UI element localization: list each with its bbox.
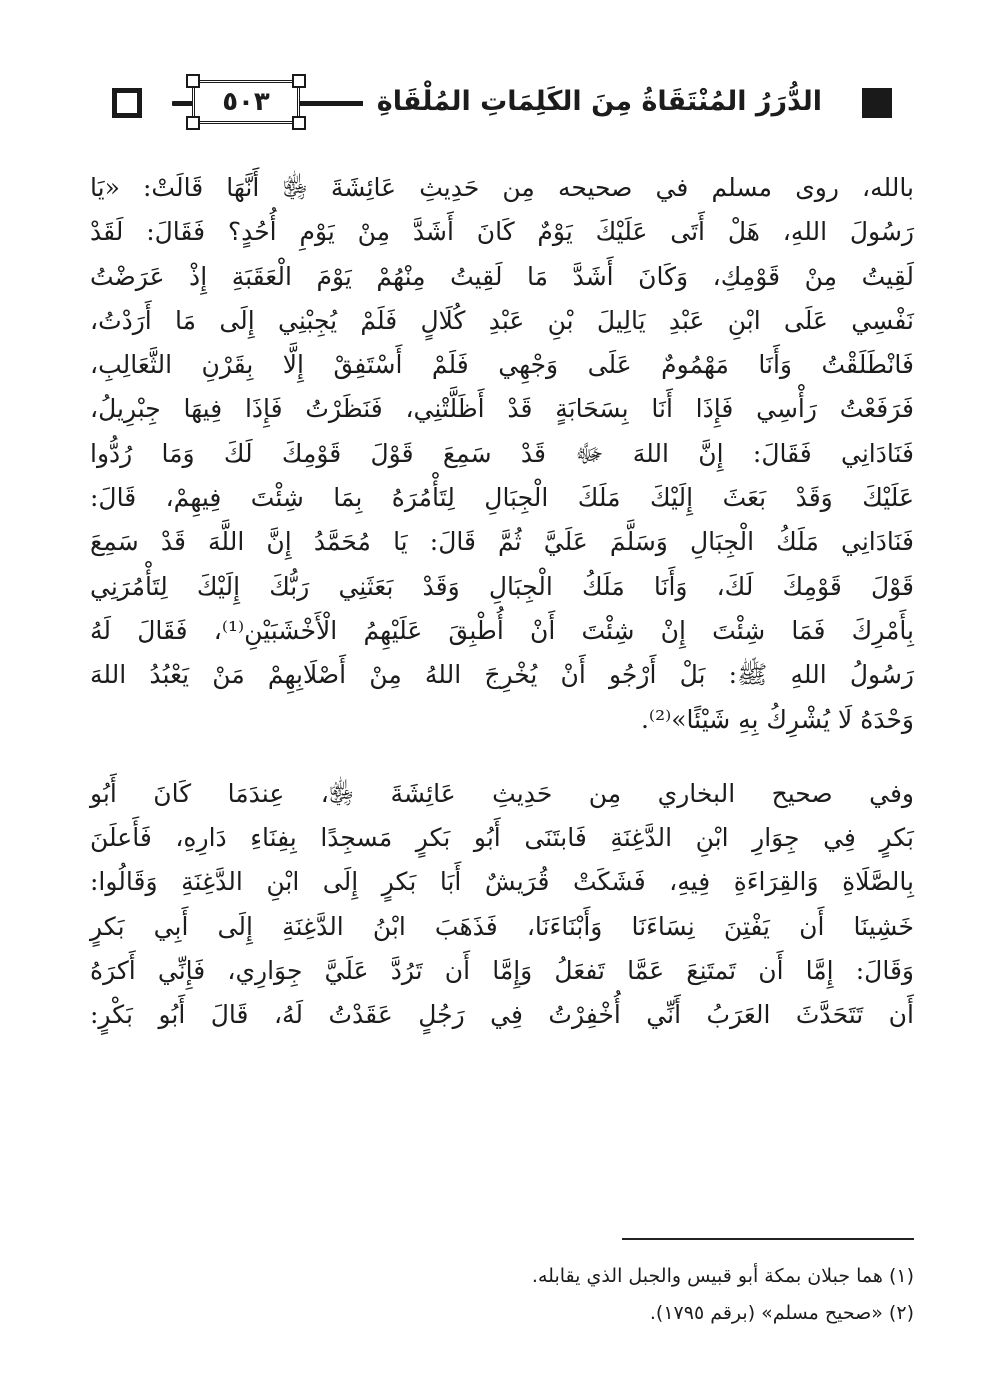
text-line: وفي صحيح البخاري مِن حَدِيثِ عَائِشَةَ ﵂، عِندَمَا كَانَ أَبُو xyxy=(90,778,914,808)
text-line: أَن تَتَحَدَّثَ العَرَبُ أَنِّي أُخْفِرْتُ فِي رَجُلٍ عَقَدْتُ لَهُ، قَالَ أَبُو بَكْرٍ: xyxy=(90,1000,914,1030)
text-line: وَحْدَهُ لَا يُشْرِكُ بِهِ شَيْئًا»⁽²⁾. xyxy=(640,704,914,734)
text-line: فَرَفَعْتُ رَأْسِي فَإِذَا أَنَا بِسَحَابَةٍ قَدْ أَظَلَّتْنِي، فَنَظَرْتُ فَإِذَا فِيهَا جِبْرِيلُ، xyxy=(90,394,914,424)
header-ornament-left xyxy=(112,88,142,118)
book-title: الدُّرَرُ المُنْتَقَاةُ مِنَ الكَلِمَاتِ المُلْقَاةِ xyxy=(363,78,836,128)
text-line: بَكرٍ فِي جِوَارِ ابْنِ الدَّغِنَةِ فَابتَنَى أَبُو بَكرٍ مَسجِدًا بِفِنَاءِ دَارِهِ، فَأَعلَنَ xyxy=(90,823,914,853)
footnote: (٢) «صحيح مسلم» (برقم ١٧٩٥). xyxy=(649,1302,914,1324)
paragraph xyxy=(90,772,914,1038)
header-ornament-right xyxy=(862,88,892,118)
text-line: بِالصَّلَاةِ وَالقِرَاءَةِ فِيهِ، فَشَكَتْ قُرَيشٌ أَبَا بَكرٍ إِلَى ابْنِ الدَّغِنَةِ وَقَالُوا: xyxy=(90,867,914,897)
page-number-frame xyxy=(192,80,300,124)
text-line: فَنَادَانِي فَقَالَ: إِنَّ اللهَ ﷻ قَدْ سَمِعَ قَوْلَ قَوْمِكَ لَكَ وَمَا رُدُّوا xyxy=(90,438,914,468)
text-line: رَسُولُ اللهِ ﷺ: بَلْ أَرْجُو أَنْ يُخْرِجَ اللهُ مِنْ أَصْلَابِهِمْ مَنْ يَعْبُدُ اللهَ xyxy=(90,660,914,690)
text-line: نَفْسِي عَلَى ابْنِ عَبْدِ يَالِيلَ بْنِ عَبْدِ كُلَالٍ فَلَمْ يُجِبْنِي إِلَى مَا أَرَدْتُ، xyxy=(90,305,914,335)
page-number: ٥٠٣ xyxy=(222,87,270,117)
text-line: فَانْطَلَقْتُ وَأَنَا مَهْمُومٌ عَلَى وَجْهِي فَلَمْ أَسْتَفِقْ إِلَّا بِقَرْنِ الثَّعَالِبِ، xyxy=(90,350,914,380)
page-header xyxy=(112,78,892,128)
paragraph xyxy=(90,166,914,742)
footnote-separator xyxy=(622,1238,914,1240)
text-line: بِأَمْرِكَ فَمَا شِئْتَ إِنْ شِئْتَ أَنْ أُطْبِقَ عَلَيْهِمُ الْأَخْشَبَيْنِ⁽¹⁾، فَقَالَ لَهُ xyxy=(90,615,914,645)
text-line: قَوْلَ قَوْمِكَ لَكَ، وَأَنَا مَلَكُ الْجِبَالِ وَقَدْ بَعَثَنِي رَبُّكَ إِلَيْكَ لِتَأْمُرَنِي xyxy=(90,571,914,601)
text-line: عَلَيْكَ وَقَدْ بَعَثَ إِلَيْكَ مَلَكَ الْجِبَالِ لِتَأْمُرَهُ بِمَا شِئْتَ فِيهِمْ، قَالَ: xyxy=(90,483,914,513)
text-line: خَشِينَا أَن يَفْتِنَ نِسَاءَنَا وَأَبْنَاءَنَا، فَذَهَبَ ابْنُ الدَّغِنَةِ إِلَى أَبِي بَكرٍ xyxy=(90,911,914,941)
main-text xyxy=(90,166,914,1038)
footnotes xyxy=(90,1258,914,1332)
text-line: وَقَالَ: إِمَّا أَن تَمتَنِعَ عَمَّا تَفعَلُ وَإِمَّا أَن تَرُدَّ عَلَيَّ جِوَارِي، فَإِنِّي أَكرَهُ xyxy=(90,956,914,986)
text-line: فَنَادَانِي مَلَكُ الْجِبَالِ وَسَلَّمَ عَلَيَّ ثُمَّ قَالَ: يَا مُحَمَّدُ إِنَّ اللَّهَ قَدْ سَمِعَ xyxy=(90,527,914,557)
text-line: لَقِيتُ مِنْ قَوْمِكِ، وَكَانَ أَشَدَّ مَا لَقِيتُ مِنْهُمْ يَوْمَ الْعَقَبَةِ إِذْ عَرَضْتُ xyxy=(90,261,914,291)
footnote: (١) هما جبلان بمكة أبو قبيس والجبل الذي يقابله. xyxy=(531,1265,914,1287)
text-line: رَسُولَ اللهِ، هَلْ أَتَى عَلَيْكَ يَوْمٌ كَانَ أَشَدَّ مِنْ يَوْمِ أُحُدٍ؟ فَقَالَ: لَقَدْ xyxy=(90,217,914,247)
text-line: بالله، روى مسلم في صحيحه مِن حَدِيثِ عَائِشَةَ ﵂ أَنَّهَا قَالَتْ: «يَا xyxy=(90,173,914,202)
